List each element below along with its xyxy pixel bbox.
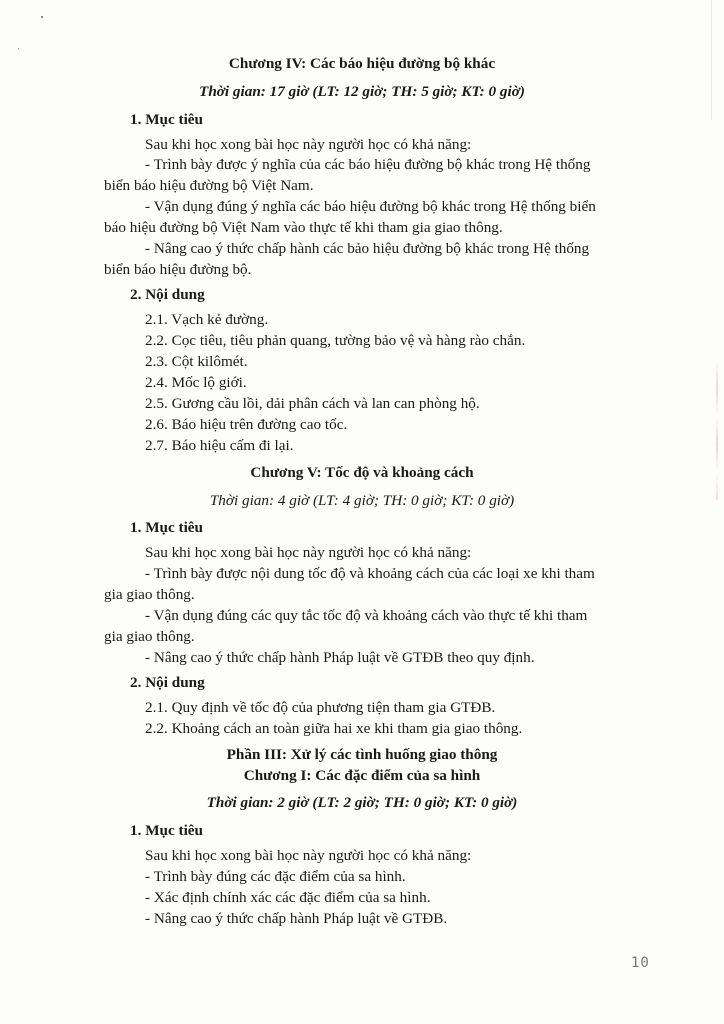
- chapter5-time: Thời gian: 4 giờ (LT: 4 giờ; TH: 0 giờ; KT: 0 giờ): [209, 492, 515, 509]
- chapter5-objective-line: gia giao thông.: [104, 628, 195, 645]
- part3-objective-line: - Xác định chính xác các đặc điểm của sa hình.: [145, 889, 431, 906]
- chapter4-objective-line: biển báo hiệu đường bộ Việt Nam.: [104, 177, 314, 194]
- chapter4-time: Thời gian: 17 giờ (LT: 12 giờ; TH: 5 giờ; KT: 0 giờ): [199, 83, 525, 100]
- chapter4-objective-line: - Trình bày được ý nghĩa của các báo hiệu đường bộ khác trong Hệ thống: [145, 156, 591, 173]
- part3-objective-line: - Trình bày đúng các đặc điểm của sa hình.: [145, 868, 406, 885]
- part3-objectives-intro: Sau khi học xong bài học này người học có khả năng:: [145, 847, 472, 864]
- chapter4-content-item: 2.2. Cọc tiêu, tiêu phản quang, tường bảo vệ và hàng rào chắn.: [145, 332, 526, 349]
- chapter5-content-heading: 2. Nội dung: [130, 674, 205, 691]
- chapter4-content-heading: 2. Nội dung: [130, 286, 205, 303]
- chapter5-title: Chương V: Tốc độ và khoảng cách: [250, 464, 474, 481]
- chapter5-objectives-intro: Sau khi học xong bài học này người học có khả năng:: [145, 544, 472, 561]
- chapter5-objectives-heading: 1. Mục tiêu: [130, 519, 203, 536]
- chapter4-title: Chương IV: Các báo hiệu đường bộ khác: [228, 55, 496, 72]
- chapter5-content-item: 2.1. Quy định về tốc độ của phương tiện tham gia GTĐB.: [145, 699, 496, 716]
- part3-time: Thời gian: 2 giờ (LT: 2 giờ; TH: 0 giờ; KT: 0 giờ): [206, 794, 518, 811]
- chapter5-objective-line: - Vận dụng đúng các quy tắc tốc độ và khoảng cách vào thực tế khi tham: [145, 607, 588, 624]
- chapter5-objective-line: gia giao thông.: [104, 586, 195, 603]
- chapter4-objectives-heading: 1. Mục tiêu: [130, 111, 203, 128]
- chapter4-objective-line: báo hiệu đường bộ Việt Nam vào thực tế khi tham gia giao thông.: [104, 219, 503, 236]
- chapter4-content-item: 2.1. Vạch kẻ đường.: [145, 311, 269, 328]
- chapter4-objective-line: - Nâng cao ý thức chấp hành các bảo hiệu đường bộ khác trong Hệ thống: [145, 240, 590, 257]
- part3-title: Phần III: Xử lý các tình huống giao thông: [226, 746, 498, 763]
- chapter5-content-item: 2.2. Khoảng cách an toàn giữa hai xe khi tham gia giao thông.: [145, 720, 523, 737]
- chapter4-objective-line: - Vận dụng đúng ý nghĩa các báo hiệu đường bộ khác trong Hệ thống biển: [145, 198, 596, 215]
- chapter4-content-item: 2.7. Báo hiệu cấm đi lại.: [145, 437, 294, 454]
- chapter4-content-item: 2.6. Báo hiệu trên đường cao tốc.: [145, 416, 348, 433]
- chapter4-objective-line: biển báo hiệu đường bộ.: [104, 261, 252, 278]
- page-number: 10: [631, 955, 650, 971]
- chapter5-objective-line: - Nâng cao ý thức chấp hành Pháp luật về GTĐB theo quy định.: [145, 649, 535, 666]
- part3-objectives-heading: 1. Mục tiêu: [130, 822, 203, 839]
- chapter4-content-item: 2.3. Cột kilômét.: [145, 353, 248, 370]
- scan-speck: [18, 48, 19, 49]
- scan-speck: [41, 16, 43, 18]
- part3-chapter-title: Chương I: Các đặc điểm của sa hình: [243, 767, 481, 784]
- part3-objective-line: - Nâng cao ý thức chấp hành Pháp luật về GTĐB.: [145, 910, 448, 927]
- chapter4-content-item: 2.5. Gương cầu lồi, dải phân cách và lan can phòng hộ.: [145, 395, 480, 412]
- chapter4-content-item: 2.4. Mốc lộ giới.: [145, 374, 247, 391]
- chapter4-objectives-intro: Sau khi học xong bài học này người học có khả năng:: [145, 136, 472, 153]
- chapter5-objective-line: - Trình bày được nội dung tốc độ và khoảng cách của các loại xe khi tham: [145, 565, 595, 582]
